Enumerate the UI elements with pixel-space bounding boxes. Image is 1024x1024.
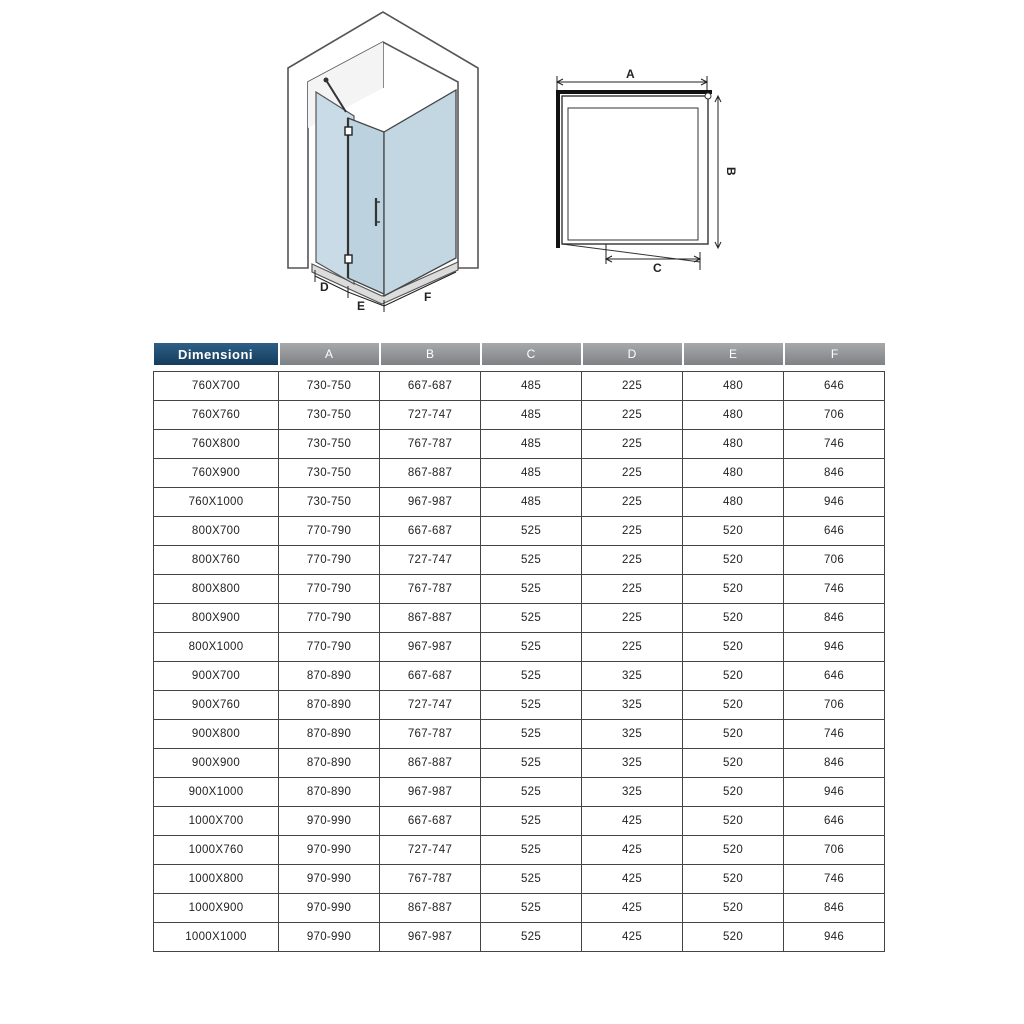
cell-a: 970-990 [279,865,380,894]
cell-a: 970-990 [279,923,380,952]
table-row [154,778,885,807]
cell-e: 520 [683,517,784,546]
cell-c: 525 [481,894,582,923]
cell-a: 970-990 [279,836,380,865]
cell-e: 520 [683,575,784,604]
cell-c: 525 [481,807,582,836]
cell-e: 520 [683,894,784,923]
cell-size: 900X1000 [154,778,279,807]
cell-size: 800X800 [154,575,279,604]
table-row [154,604,885,633]
cell-size: 760X760 [154,401,279,430]
cell-a: 870-890 [279,691,380,720]
cell-c: 525 [481,720,582,749]
cell-c: 485 [481,401,582,430]
cell-f: 846 [784,749,885,778]
cell-d: 225 [582,459,683,488]
cell-b: 727-747 [380,546,481,575]
cell-e: 480 [683,401,784,430]
cell-e: 520 [683,546,784,575]
cell-size: 800X700 [154,517,279,546]
cell-size: 900X760 [154,691,279,720]
table-row [154,517,885,546]
cell-size: 1000X1000 [154,923,279,952]
cell-size: 760X700 [154,372,279,401]
header-e: E [683,343,784,365]
cell-f: 846 [784,894,885,923]
cell-d: 425 [582,894,683,923]
cell-b: 727-747 [380,836,481,865]
cell-d: 325 [582,691,683,720]
table-row [154,430,885,459]
cell-d: 225 [582,430,683,459]
header-b: B [380,343,481,365]
table-row [154,401,885,430]
cell-c: 485 [481,488,582,517]
cell-c: 525 [481,604,582,633]
table-row [154,575,885,604]
cell-d: 225 [582,546,683,575]
cell-a: 730-750 [279,459,380,488]
header-c: C [481,343,582,365]
cell-f: 746 [784,430,885,459]
cell-c: 525 [481,749,582,778]
cell-b: 667-687 [380,807,481,836]
cell-a: 870-890 [279,778,380,807]
cell-e: 480 [683,430,784,459]
cell-size: 900X900 [154,749,279,778]
cell-b: 967-987 [380,778,481,807]
cell-e: 520 [683,836,784,865]
table-row [154,546,885,575]
cell-b: 667-687 [380,372,481,401]
table-row [154,923,885,952]
cell-d: 325 [582,662,683,691]
cell-e: 520 [683,604,784,633]
cell-e: 480 [683,488,784,517]
shower-enclosure-3d-diagram [280,8,490,320]
cell-e: 480 [683,372,784,401]
cell-b: 767-787 [380,720,481,749]
table-row [154,720,885,749]
cell-b: 867-887 [380,894,481,923]
cell-size: 760X800 [154,430,279,459]
cell-e: 520 [683,720,784,749]
cell-a: 730-750 [279,372,380,401]
table-body [154,372,885,952]
cell-a: 970-990 [279,894,380,923]
cell-f: 846 [784,604,885,633]
cell-a: 730-750 [279,430,380,459]
cell-a: 970-990 [279,807,380,836]
cell-c: 525 [481,691,582,720]
cell-b: 767-787 [380,430,481,459]
table-row [154,836,885,865]
cell-c: 525 [481,633,582,662]
cell-size: 1000X900 [154,894,279,923]
cell-d: 225 [582,488,683,517]
cell-e: 520 [683,778,784,807]
cell-a: 870-890 [279,749,380,778]
cell-e: 520 [683,691,784,720]
label-f: F [424,290,432,304]
cell-a: 770-790 [279,604,380,633]
cell-a: 870-890 [279,662,380,691]
cell-a: 770-790 [279,546,380,575]
cell-size: 760X900 [154,459,279,488]
cell-a: 870-890 [279,720,380,749]
cell-size: 900X800 [154,720,279,749]
table-row [154,459,885,488]
cell-b: 867-887 [380,459,481,488]
cell-b: 867-887 [380,749,481,778]
label-a: A [626,67,635,81]
cell-c: 485 [481,459,582,488]
cell-f: 706 [784,546,885,575]
label-c: C [653,261,662,275]
cell-f: 646 [784,662,885,691]
cell-f: 706 [784,401,885,430]
cell-a: 770-790 [279,575,380,604]
cell-f: 746 [784,575,885,604]
cell-d: 425 [582,807,683,836]
table-row [154,894,885,923]
cell-size: 1000X760 [154,836,279,865]
cell-c: 485 [481,372,582,401]
cell-b: 727-747 [380,401,481,430]
cell-f: 646 [784,517,885,546]
cell-e: 480 [683,459,784,488]
table-row [154,488,885,517]
label-d: D [320,280,329,294]
cell-b: 667-687 [380,517,481,546]
cell-c: 485 [481,430,582,459]
cell-f: 706 [784,836,885,865]
cell-b: 867-887 [380,604,481,633]
cell-d: 225 [582,401,683,430]
cell-b: 667-687 [380,662,481,691]
cell-d: 225 [582,604,683,633]
cell-e: 520 [683,865,784,894]
cell-size: 760X1000 [154,488,279,517]
cell-f: 706 [784,691,885,720]
cell-b: 967-987 [380,488,481,517]
cell-b: 767-787 [380,575,481,604]
cell-f: 946 [784,923,885,952]
cell-c: 525 [481,865,582,894]
cell-c: 525 [481,517,582,546]
table-row [154,807,885,836]
cell-f: 946 [784,778,885,807]
cell-size: 800X1000 [154,633,279,662]
cell-size: 900X700 [154,662,279,691]
cell-e: 520 [683,662,784,691]
cell-d: 325 [582,778,683,807]
table-row [154,865,885,894]
cell-b: 767-787 [380,865,481,894]
cell-b: 967-987 [380,633,481,662]
cell-f: 946 [784,488,885,517]
cell-e: 520 [683,923,784,952]
cell-c: 525 [481,778,582,807]
cell-c: 525 [481,923,582,952]
cell-size: 800X900 [154,604,279,633]
cell-size: 1000X700 [154,807,279,836]
table-row [154,372,885,401]
cell-b: 967-987 [380,923,481,952]
cell-f: 846 [784,459,885,488]
header-d: D [582,343,683,365]
cell-f: 746 [784,720,885,749]
header-a: A [279,343,380,365]
cell-b: 727-747 [380,691,481,720]
table-row [154,691,885,720]
cell-a: 770-790 [279,633,380,662]
cell-d: 325 [582,720,683,749]
table-header-row [154,343,885,365]
cell-d: 325 [582,749,683,778]
cell-c: 525 [481,575,582,604]
table-row [154,749,885,778]
label-e: E [357,299,366,313]
cell-d: 225 [582,575,683,604]
cell-c: 525 [481,662,582,691]
cell-d: 225 [582,517,683,546]
cell-f: 946 [784,633,885,662]
cell-d: 425 [582,865,683,894]
cell-f: 646 [784,372,885,401]
cell-d: 225 [582,633,683,662]
cell-e: 520 [683,749,784,778]
cell-d: 425 [582,923,683,952]
header-dimensioni: Dimensioni [154,343,279,365]
cell-e: 520 [683,633,784,662]
cell-c: 525 [481,836,582,865]
cell-a: 730-750 [279,401,380,430]
shower-plan-view-diagram [545,60,745,280]
cell-d: 425 [582,836,683,865]
cell-size: 800X760 [154,546,279,575]
table-row [154,633,885,662]
cell-a: 730-750 [279,488,380,517]
cell-c: 525 [481,546,582,575]
dimensions-table [153,343,885,952]
table-row [154,662,885,691]
header-f: F [784,343,885,365]
cell-f: 746 [784,865,885,894]
cell-d: 225 [582,372,683,401]
cell-a: 770-790 [279,517,380,546]
cell-e: 520 [683,807,784,836]
cell-size: 1000X800 [154,865,279,894]
label-b: B [724,167,738,176]
cell-f: 646 [784,807,885,836]
